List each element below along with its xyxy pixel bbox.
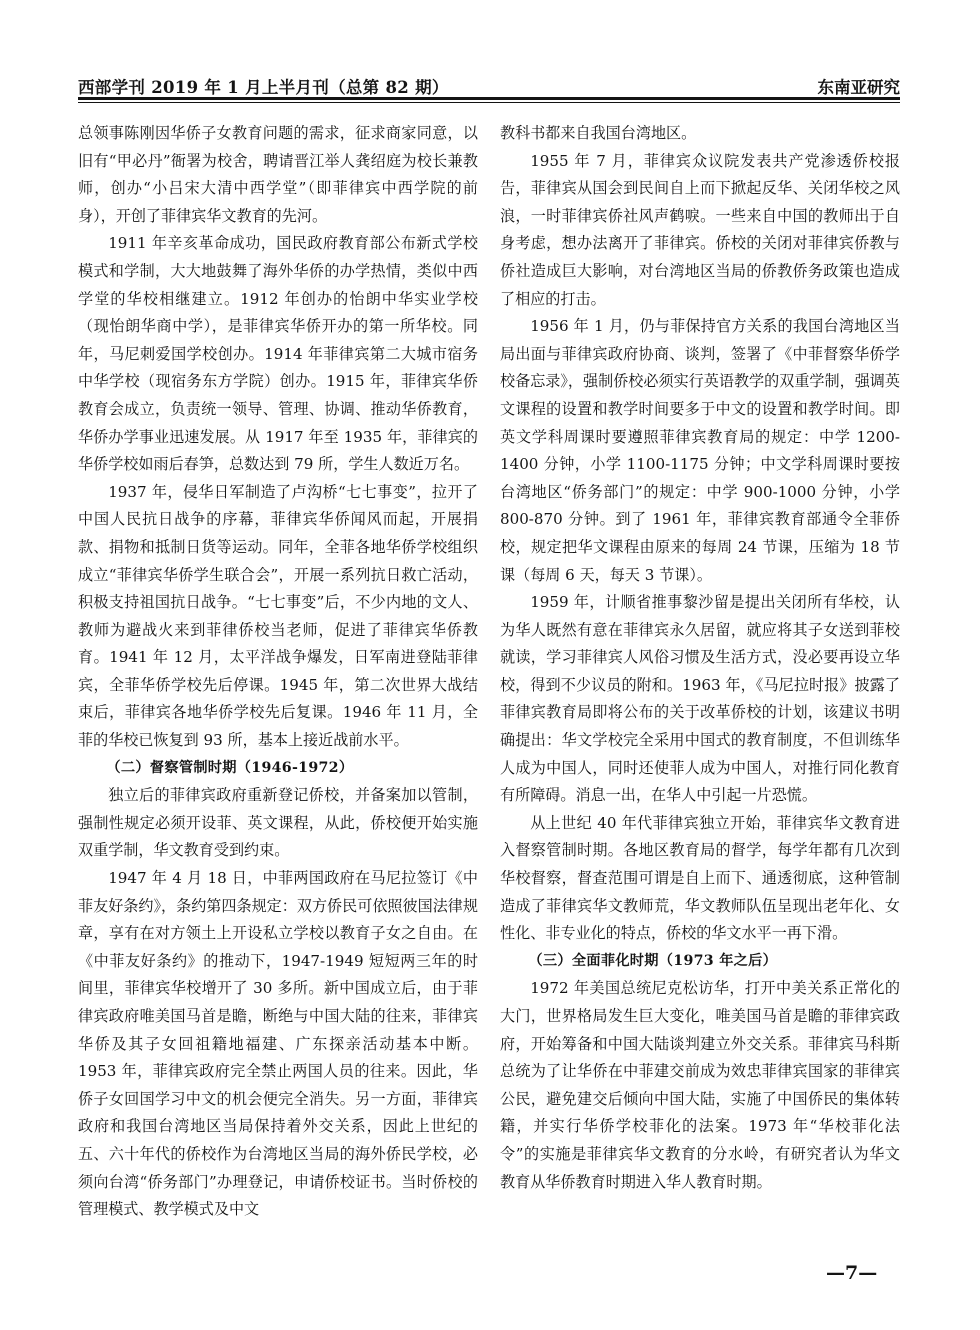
header-rule-thick: [78, 97, 900, 100]
paragraph: 1972 年美国总统尼克松访华，打开中美关系正常化的大门，世界格局发生巨大变化，唯美国马首是瞻的菲律宾政府，开始筹备和中国大陆谈判建立外交关系。菲律宾马科斯总统为了让华侨在中菲建交前成为效忠菲律宾国家的菲律宾公民，避免建交后倾向中国大陆，实施了中国侨民的集体转籍，并实行华侨学校菲化的法案。1973 年“华校菲化法令”的实施是菲律宾华文教育的分水岭，有研究者认为华文教育从华侨教育时期进入华人教育时期。: [500, 979, 900, 1191]
paragraph: 教科书都来自我国台湾地区。: [500, 124, 697, 142]
right-column: [500, 120, 900, 1196]
journal-title: 西部学刊 2019 年 1 月上半月刊（总第 82 期）: [78, 78, 449, 97]
paragraph: 1955 年 7 月，菲律宾众议院发表共产党渗透侨校报告，菲律宾从国会到民间自上而下掀起反华、关闭华校之风浪，一时菲律宾侨社风声鹤唳。一些来自中国的教师出于自身考虑，想办法离开了菲律宾。侨校的关闭对菲律宾侨教与侨社造成巨大影响，对台湾地区当局的侨教侨务政策也造成了相应的打击。: [500, 151, 900, 308]
paragraph: 独立后的菲律宾政府重新登记侨校，并备案加以管制，强制性规定必须开设菲、英文课程，从此，侨校便开始实施双重学制，华文教育受到约束。: [78, 786, 478, 860]
paragraph: 从上世纪 40 年代菲律宾独立开始，菲律宾华文教育进入督察管制时期。各地区教育局的督学，每学年都有几次到华校督察，督查范围可谓是自上而下、通透彻底，这种管制造成了菲律宾华文教师荒，华文教师队伍呈现出老年化、女性化、非专业化的特点，侨校的华文水平一再下滑。: [500, 813, 900, 943]
section-heading: （二）督察管制时期（1946-1972）: [106, 759, 354, 776]
paragraph: 总领事陈刚因华侨子女教育问题的需求，征求商家同意，以旧有“甲必丹”衙署为校舍，聘请晋江举人龚绍庭为校长兼教师，创办“小吕宋大清中西学堂”（即菲律宾中西学院的前身），开创了菲律宾华文教育的先河。: [78, 124, 478, 225]
page-header: [78, 70, 900, 100]
paragraph: 1959 年，计顺省推事黎沙留是提出关闭所有华校，认为华人既然有意在菲律宾永久居留，就应将其子女送到菲校就读，学习菲律宾人风俗习惯及生活方式，没必要再设立华校，得到不少议员的附和。1963 年，《马尼拉时报》披露了菲律宾教育局即将公布的关于改革侨校的计划，该建议书明确提出：华文学校完全采用中国式的教育制度，不但训练华人成为中国人，同时还使菲人成为中国人，对推行同化教育有所障碍。消息一出，在华人中引起一片恐慌。: [500, 593, 900, 805]
section-heading: （三）全面菲化时期（1973 年之后）: [528, 952, 778, 969]
paragraph: 1956 年 1 月，仍与菲保持官方关系的我国台湾地区当局出面与菲律宾政府协商、谈判，签署了《中菲督察华侨学校备忘录》，强制侨校必须实行英语教学的双重学制，强调英文课程的设置和教学时间要多于中文的设置和教学时间。即英文学科周课时要遵照菲律宾教育局的规定：中学 1200-1400 分钟，小学 1100-1175 分钟；中文学科周课时要按台湾地区“侨务部门”的规定：中学 900-1000 分钟，小学 800-870 分钟。到了 1961 年，菲律宾教育部通令全菲侨校，规定把华文课程由原来的每周 24 节课，压缩为 18 节课（每周 6 天，每天 3 节课）。: [500, 317, 900, 584]
paragraph: 1911 年辛亥革命成功，国民政府教育部公布新式学校模式和学制，大大地鼓舞了海外华侨的办学热情，类似中西学堂的华校相继建立。1912 年创办的怡朗中华实业学校（现怡朗华商中学），是菲律宾华侨开办的第一所华校。同年，马尼刺爱国学校创办。1914 年菲律宾第二大城市宿务中华学校（现宿务东方学院）创办。1915 年，菲律宾华侨教育会成立，负责统一领导、管理、协调、推动华侨教育，华侨办学事业迅速发展。从 1917 年至 1935 年，菲律宾的华侨学校如雨后春笋，总数达到 79 所，学生人数近万名。: [78, 234, 478, 474]
section-title: 东南亚研究: [817, 78, 900, 97]
page-number: —7—: [826, 1262, 878, 1284]
paragraph: 1937 年，侵华日军制造了卢沟桥“七七事变”，拉开了中国人民抗日战争的序幕，菲律宾华侨闻风而起，开展捐款、捐物和抵制日货等运动。同年，全菲各地华侨学校组织成立“菲律宾华侨学生联合会”，开展一系列抗日救亡活动，积极支持祖国抗日战争。“七七事变”后，不少内地的文人、教师为避战火来到菲律侨校当老师，促进了菲律宾华侨教育。1941 年 12 月，太平洋战争爆发，日军南进登陆菲律宾，全菲华侨学校先后停课。1945 年，第二次世界大战结束后，菲律宾各地华侨学校先后复课。1946 年 11 月，全菲的华校已恢复到 93 所，基本上接近战前水平。: [78, 482, 478, 750]
header-rule-thin: [78, 102, 900, 103]
paragraph: 1947 年 4 月 18 日，中菲两国政府在马尼拉签订《中菲友好条约》，条约第四条规定：双方侨民可依照彼国法律规章，享有在对方领土上开设私立学校以教育子女之自由。在《中菲友好条约》的推动下，1947-1949 短短两三年的时间里，菲律宾华校增开了 30 多所。新中国成立后，由于菲律宾政府唯美国马首是瞻，断绝与中国大陆的往来，菲律宾华侨及其子女回祖籍地福建、广东探亲活动基本中断。1953 年，菲律宾政府完全禁止两国人员的往来。因此，华侨子女回国学习中文的机会便完全消失。另一方面，菲律宾政府和我国台湾地区当局保持着外交关系，因此上世纪的五、六十年代的侨校作为台湾地区当局的海外侨民学校，必须向台湾“侨务部门”办理登记，申请侨校证书。当时侨校的管理模式、教学模式及中文: [78, 869, 478, 1219]
left-column: [78, 120, 478, 1224]
